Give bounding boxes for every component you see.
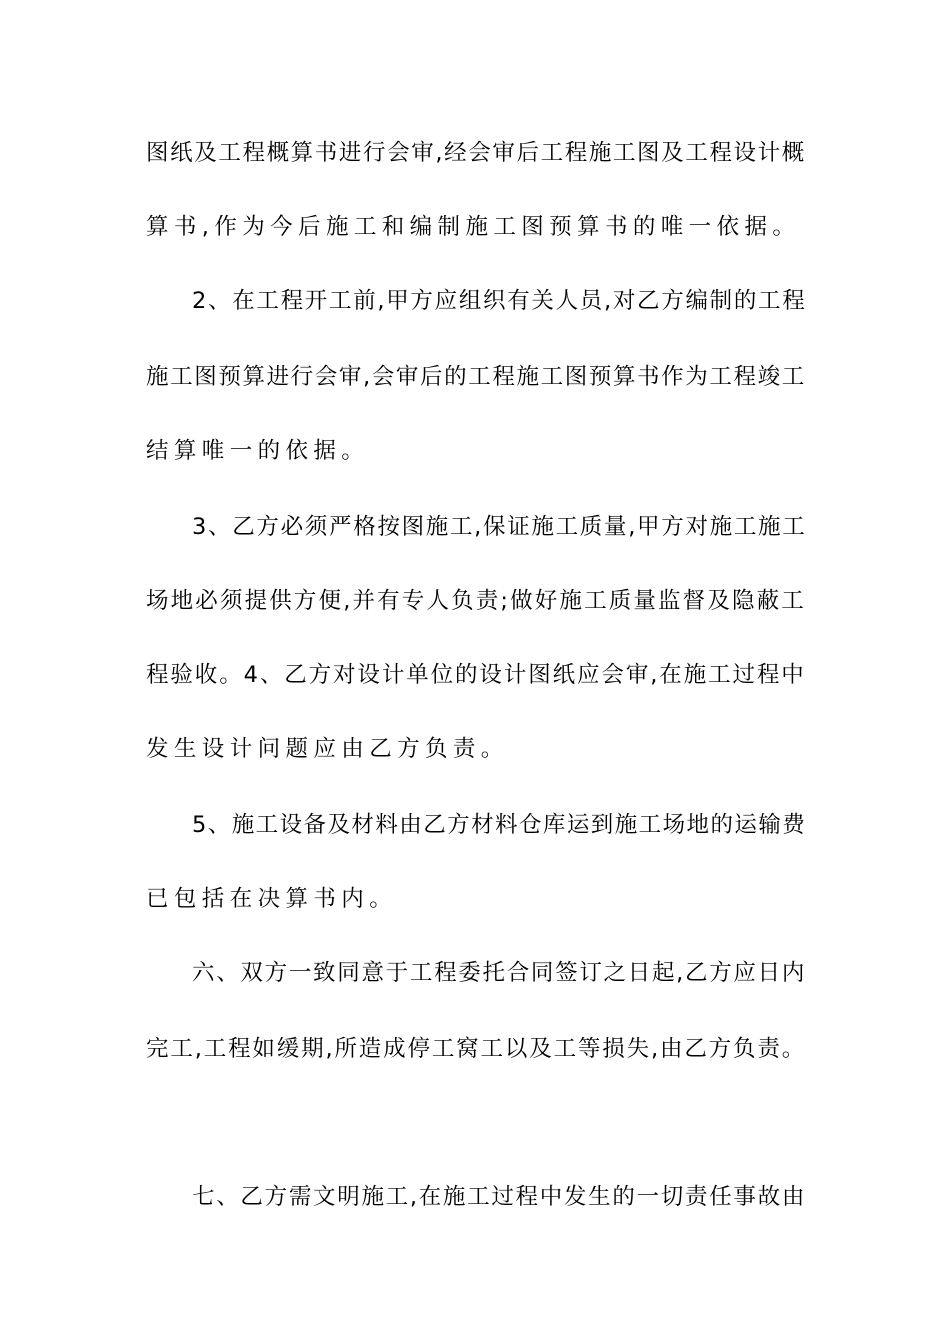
text-line-12: 六、双方一致同意于工程委托合同签订之日起,乙方应日内: [192, 960, 807, 986]
text-line-6: 3、乙方必须严格按图施工,保证施工质量,甲方对施工施工: [192, 514, 807, 540]
text-line-1: 图纸及工程概算书进行会审,经会审后工程施工图及工程设计概: [146, 140, 806, 166]
text-line-4: 施工图预算进行会审,会审后的工程施工图预算书作为工程竣工: [146, 364, 806, 390]
text-line-14: 七、乙方需文明施工,在施工过程中发生的一切责任事故由: [192, 1184, 807, 1210]
text-line-9: 发生设计问题应由乙方负责。: [146, 736, 509, 762]
text-line-7: 场地必须提供方便,并有专人负责;做好施工质量监督及隐蔽工: [146, 588, 806, 614]
text-line-2: 算书,作为今后施工和编制施工图预算书的唯一依据。: [146, 214, 801, 240]
text-line-3: 2、在工程开工前,甲方应组织有关人员,对乙方编制的工程: [192, 288, 807, 314]
text-line-13: 完工,工程如缓期,所造成停工窝工以及工等损失,由乙方负责。: [146, 1036, 807, 1062]
text-line-10: 5、施工设备及材料由乙方材料仓库运到施工场地的运输费: [192, 812, 807, 838]
text-line-8: 程验收。4、乙方对设计单位的设计图纸应会审,在施工过程中: [146, 662, 806, 688]
text-line-5: 结算唯一的依据。: [146, 438, 370, 464]
text-line-11: 已包括在决算书内。: [146, 886, 398, 912]
